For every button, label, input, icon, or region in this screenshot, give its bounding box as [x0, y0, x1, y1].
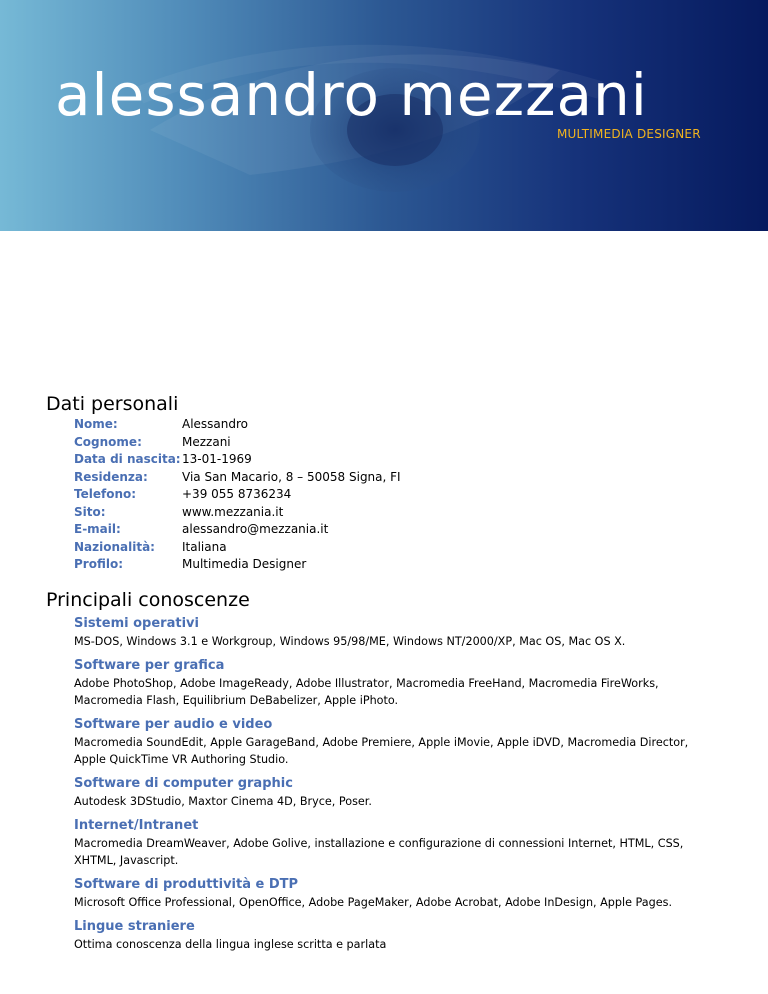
skill-group-text: Ottima conoscenza della lingua inglese scritta e parlata — [74, 938, 387, 951]
skill-group-title: Software per grafica — [74, 658, 225, 673]
skill-group — [74, 615, 714, 650]
skill-group-title: Sistemi operativi — [74, 616, 199, 631]
skill-group-title: Software per audio e video — [74, 717, 273, 732]
personal-data-label: Sito: — [74, 504, 106, 519]
skill-group-text: MS-DOS, Windows 3.1 e Workgroup, Windows 95/98/ME, Windows NT/2000/XP, Mac OS, Mac OS X. — [74, 635, 626, 648]
personal-data-value: Italiana — [182, 539, 227, 554]
skill-group-title: Lingue straniere — [74, 919, 195, 934]
personal-data-label: Telefono: — [74, 487, 137, 501]
personal-data-label: Data di nascita: — [74, 452, 181, 466]
personal-data-label: Nome: — [74, 417, 118, 431]
skill-group-text: Macromedia DreamWeaver, Adobe Golive, installazione e configurazione di connessioni Internet, HTML, CSS, XHTML, Javascript. — [74, 837, 684, 867]
personal-data-label: Profilo: — [74, 557, 124, 571]
personal-data-value: 13-01-1969 — [182, 452, 252, 466]
skill-group — [74, 775, 714, 810]
personal-data-label: Residenza: — [74, 469, 148, 484]
skill-group — [74, 876, 714, 911]
skill-group-title: Software di produttività e DTP — [74, 877, 299, 892]
skill-group — [74, 918, 714, 953]
personal-data-title: Dati personali — [46, 393, 179, 415]
header-name: alessandro mezzani — [55, 61, 648, 129]
personal-data-label: Cognome: — [74, 434, 142, 449]
header-subtitle: MULTIMEDIA DESIGNER — [557, 127, 701, 141]
personal-data-value: alessandro@mezzania.it — [182, 522, 329, 536]
skill-group-text: Autodesk 3DStudio, Maxtor Cinema 4D, Bryce, Poser. — [74, 795, 372, 808]
personal-data-value: Multimedia Designer — [182, 557, 307, 571]
skills-list — [74, 615, 714, 960]
skill-group-text: Microsoft Office Professional, OpenOffice, Adobe PageMaker, Adobe Acrobat, Adobe InDesign, Apple Pages. — [74, 896, 673, 909]
skill-group-text: Adobe PhotoShop, Adobe ImageReady, Adobe Illustrator, Macromedia FreeHand, Macromedia FireWorks, Macromedia Flash, Equilibrium DeBabelizer, Apple iPhoto. — [74, 677, 659, 707]
skill-group-text: Macromedia SoundEdit, Apple GarageBand, Adobe Premiere, Apple iMovie, Apple iDVD, Macromedia Director, Apple QuickTime VR Authoring Studio. — [74, 736, 689, 766]
personal-data-value: www.mezzania.it — [182, 504, 284, 519]
header-banner — [0, 0, 768, 231]
personal-data-label: E-mail: — [74, 522, 121, 536]
skill-group — [74, 716, 714, 768]
skill-group-title: Software di computer graphic — [74, 776, 293, 791]
skill-group — [74, 817, 714, 869]
personal-data-value: Mezzani — [182, 434, 231, 449]
personal-data-value: +39 055 8736234 — [182, 487, 292, 501]
personal-data-label: Nazionalità: — [74, 539, 155, 554]
skill-group — [74, 657, 714, 709]
personal-data-value: Alessandro — [182, 417, 249, 431]
personal-data-value: Via San Macario, 8 – 50058 Signa, FI — [182, 469, 401, 484]
skills-title: Principali conoscenze — [46, 589, 250, 611]
skill-group-title: Internet/Intranet — [74, 818, 199, 833]
